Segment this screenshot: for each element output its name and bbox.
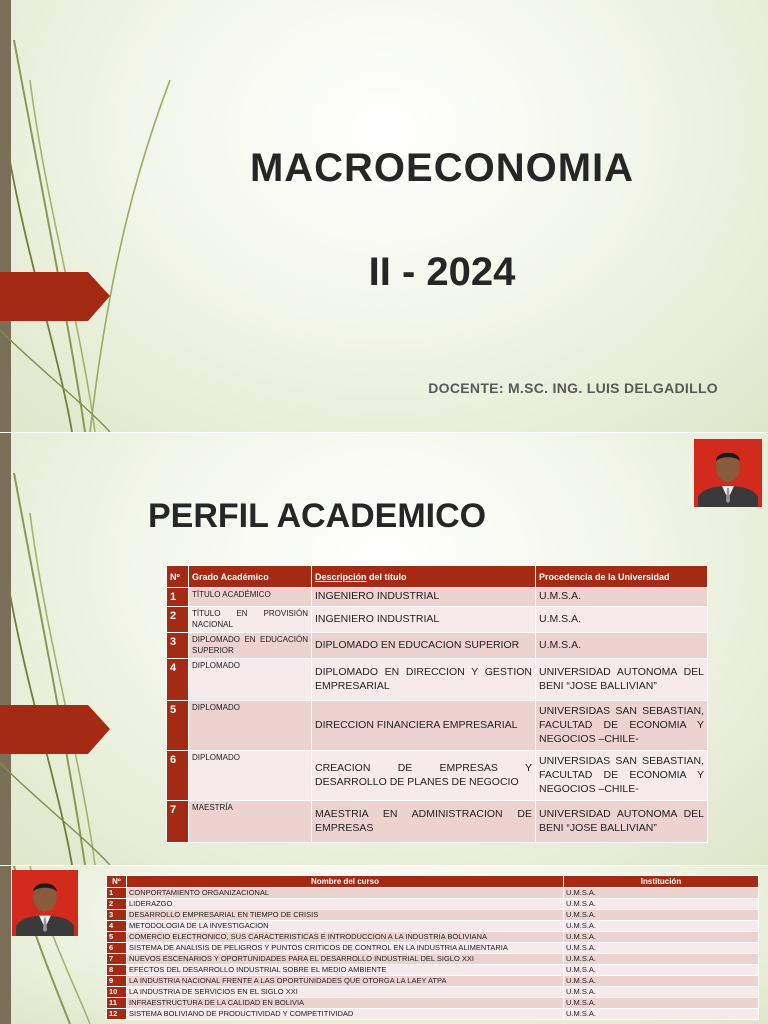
row-number: 1 xyxy=(167,588,189,607)
slide-title xyxy=(0,0,768,432)
row-number: 3 xyxy=(107,910,127,921)
table-row xyxy=(167,801,708,843)
table-cell: U.M.S.A. xyxy=(564,1009,759,1020)
presentation-period: II - 2024 xyxy=(368,250,516,294)
row-number: 4 xyxy=(167,659,189,701)
docente-label: DOCENTE: M.SC. ING. LUIS DELGADILLO xyxy=(428,380,718,396)
table-cell: U.M.S.A. xyxy=(564,965,759,976)
table-cell: DIPLOMADO EN DIRECCION Y GESTION EMPRESARIAL xyxy=(312,659,536,701)
table-row xyxy=(107,965,759,976)
academic-profile-table xyxy=(166,565,708,843)
table-cell: U.M.S.A. xyxy=(564,954,759,965)
table-row xyxy=(107,943,759,954)
table-cell: UNIVERSIDAS SAN SEBASTIAN, FACULTAD DE ECONOMIA Y NEGOCIOS –CHILE- xyxy=(536,751,708,801)
table-cell: DIPLOMADO xyxy=(189,659,312,701)
grass-stem xyxy=(14,40,85,432)
table-cell: INGENIERO INDUSTRIAL xyxy=(312,588,536,607)
table-row xyxy=(107,888,759,899)
table-cell: NUEVOS ESCENARIOS Y OPORTUNIDADES PARA EL DESARROLLO INDUSTRIAL DEL SIGLO XXI xyxy=(127,954,564,965)
table-cell: METODOLOGIA DE LA INVESTIGACION xyxy=(127,921,564,932)
row-number: 1 xyxy=(107,888,127,899)
table-cell: U.M.S.A. xyxy=(564,899,759,910)
portrait-photo xyxy=(12,870,78,936)
table-cell: DESARROLLO EMPRESARIAL EN TIEMPO DE CRISIS xyxy=(127,910,564,921)
table-cell: UNIVERSIDAS SAN SEBASTIAN, FACULTAD DE ECONOMIA Y NEGOCIOS –CHILE- xyxy=(536,701,708,751)
table-cell: DIPLOMADO EN EDUCACION SUPERIOR xyxy=(312,633,536,659)
table-cell: MAESTRIA EN ADMINISTRACION DE EMPRESAS xyxy=(312,801,536,843)
table-cell: DIPLOMADO EN EDUCACIÓN SUPERIOR xyxy=(189,633,312,659)
table-cell: INFRAESTRUCTURA DE LA CALIDAD EN BOLIVIA xyxy=(127,998,564,1009)
table-row xyxy=(167,701,708,751)
table-cell: U.M.S.A. xyxy=(564,888,759,899)
table-row xyxy=(167,607,708,633)
table-row xyxy=(167,751,708,801)
row-number: 6 xyxy=(167,751,189,801)
slide-perfil-academico xyxy=(0,433,768,865)
slide-decoration xyxy=(0,0,768,432)
row-number: 11 xyxy=(107,998,127,1009)
table-cell: UNIVERSIDAD AUTONOMA DEL BENI “JOSE BALLIVIAN” xyxy=(536,801,708,843)
column-header-curso: Nombre del curso xyxy=(127,876,564,888)
table-row xyxy=(107,998,759,1009)
table-header-row xyxy=(107,876,759,888)
table-row xyxy=(107,910,759,921)
presentation-title: MACROECONOMIA xyxy=(249,146,635,190)
column-header-descripcion: Descripción del título xyxy=(312,566,536,588)
table-cell: U.M.S.A. xyxy=(564,921,759,932)
row-number: 2 xyxy=(107,899,127,910)
table-cell: DIPLOMADO xyxy=(189,701,312,751)
row-number: 2 xyxy=(167,607,189,633)
table-cell: INGENIERO INDUSTRIAL xyxy=(312,607,536,633)
row-number: 12 xyxy=(107,1009,127,1020)
column-header-procedencia: Procedencia de la Universidad xyxy=(536,566,708,588)
table-cell: U.M.S.A. xyxy=(564,910,759,921)
column-header-grado: Grado Académico xyxy=(189,566,312,588)
table-header-row xyxy=(167,566,708,588)
table-row xyxy=(167,659,708,701)
table-row xyxy=(107,987,759,998)
column-header-num: Nº xyxy=(167,566,189,588)
side-bar xyxy=(0,0,11,432)
row-number: 5 xyxy=(107,932,127,943)
table-cell: UNIVERSIDAD AUTONOMA DEL BENI “JOSE BALLIVIAN” xyxy=(536,659,708,701)
table-cell: U.M.S.A. xyxy=(536,588,708,607)
table-row xyxy=(107,1009,759,1020)
table-cell: TÍTULO ACADÉMICO xyxy=(189,588,312,607)
table-row xyxy=(107,932,759,943)
row-number: 8 xyxy=(107,965,127,976)
row-number: 7 xyxy=(107,954,127,965)
table-cell: MAESTRÍA xyxy=(189,801,312,843)
table-cell: SISTEMA BOLIVIANO DE PRODUCTIVIDAD Y COMPETITIVIDAD xyxy=(127,1009,564,1020)
table-cell: U.M.S.A. xyxy=(564,998,759,1009)
table-cell: TÍTULO EN PROVISIÓN NACIONAL xyxy=(189,607,312,633)
slide-cursos xyxy=(0,866,768,1024)
courses-table xyxy=(106,875,759,1020)
table-cell: U.M.S.A. xyxy=(564,932,759,943)
table-cell: LA INDUSTRIA DE SERVICIOS EN EL SIGLO XXI xyxy=(127,987,564,998)
column-header-num: Nº xyxy=(107,876,127,888)
table-cell: SISTEMA DE ANALISIS DE PELIGROS Y PUNTOS CRITICOS DE CONTROL EN LA INDUSTRIA ALIMENTARIA xyxy=(127,943,564,954)
row-number: 4 xyxy=(107,921,127,932)
table-cell: LIDERAZGO xyxy=(127,899,564,910)
row-number: 3 xyxy=(167,633,189,659)
table-cell: U.M.S.A. xyxy=(564,987,759,998)
portrait-photo xyxy=(694,439,762,507)
table-row xyxy=(107,954,759,965)
table-row xyxy=(107,976,759,987)
table-row xyxy=(107,899,759,910)
table-row xyxy=(107,921,759,932)
table-row xyxy=(167,633,708,659)
table-cell: U.M.S.A. xyxy=(564,976,759,987)
table-row xyxy=(167,588,708,607)
row-number: 5 xyxy=(167,701,189,751)
row-number: 6 xyxy=(107,943,127,954)
table-cell: EFECTOS DEL DESARROLLO INDUSTRIAL SOBRE EL MEDIO AMBIENTE xyxy=(127,965,564,976)
table-cell: U.M.S.A. xyxy=(564,943,759,954)
table-cell: U.M.S.A. xyxy=(536,607,708,633)
table-cell: DIPLOMADO xyxy=(189,751,312,801)
table-cell: CREACION DE EMPRESAS Y DESARROLLO DE PLANES DE NEGOCIO xyxy=(312,751,536,801)
table-cell: U.M.S.A. xyxy=(536,633,708,659)
column-header-institucion: Institución xyxy=(564,876,759,888)
table-cell: CONPORTAMIENTO ORGANIZACIONAL xyxy=(127,888,564,899)
row-number: 7 xyxy=(167,801,189,843)
table-cell: DIRECCION FINANCIERA EMPRESARIAL xyxy=(312,701,536,751)
table-cell: COMERCIO ELECTRONICO, SUS CARACTERISTICAS E INTRODUCCION A LA INDUSTRIA BOLIVIANA xyxy=(127,932,564,943)
row-number: 10 xyxy=(107,987,127,998)
section-title: PERFIL ACADEMICO xyxy=(148,497,487,535)
row-number: 9 xyxy=(107,976,127,987)
table-cell: LA INDUSTRIA NACIONAL FRENTE A LAS OPORTUNIDADES QUE OTORGA LA LAEY ATPA xyxy=(127,976,564,987)
arrow-tab-icon xyxy=(0,705,110,754)
